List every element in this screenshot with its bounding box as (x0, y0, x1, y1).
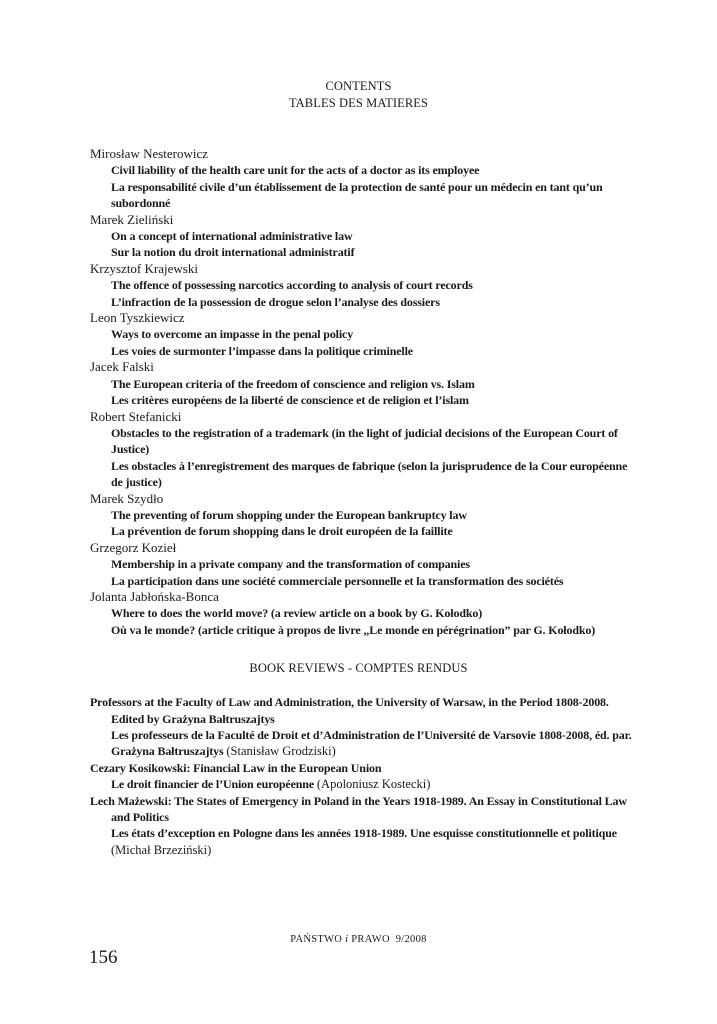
article-title-fr: La participation dans une société commerciale personnelle et la transformation des sociétés (111, 573, 564, 588)
review-title-fr-text: Les états d’exception en Pologne dans les années 1918-1989. Une esquisse constitutionnelle et politique (111, 826, 617, 841)
journal-footer (0, 934, 717, 945)
review-book-title-fr (90, 727, 635, 760)
article-title-fr: Où va le monde? (article critique à propos de livre „Le monde en pérégrination” par G. Kołodko) (111, 622, 596, 637)
contents-page (90, 78, 635, 858)
article-title-fr: La prévention de forum shopping dans le droit européen de la faillite (111, 524, 453, 539)
article-entry (90, 212, 635, 261)
book-review-entry (90, 694, 635, 760)
article-entry (90, 261, 635, 310)
article-entry (90, 491, 635, 540)
contents-subtitle: TABLES DES MATIERES (288, 96, 429, 110)
article-title-fr: L’infraction de la possession de drogue selon l’analyse des dossiers (111, 294, 440, 309)
review-book-title-fr (90, 825, 635, 858)
article-title-fr: Les obstacles à l’enregistrement des marques de fabrique (selon la jurisprudence de la Cour européenne de justice) (111, 458, 628, 490)
page-number: 156 (89, 947, 118, 968)
article-author: Marek Zieliński (90, 211, 174, 227)
article-title-fr: Sur la notion du droit international administratif (111, 245, 355, 260)
review-title-fr-text: Le droit financier de l’Union européenne (111, 777, 315, 792)
article-author: Jacek Falski (90, 359, 154, 375)
article-title-en: Membership in a private company and the transformation of companies (111, 557, 470, 572)
article-author: Leon Tyszkiewicz (90, 310, 185, 326)
article-entry (90, 310, 635, 359)
article-title-en: The European criteria of the freedom of conscience and religion vs. Islam (111, 376, 475, 391)
article-title-en: Ways to overcome an impasse in the penal policy (111, 327, 354, 342)
article-author: Jolanta Jabłońska-Bonca (90, 588, 219, 604)
article-list (90, 146, 635, 638)
reviewer-name: (Stanisław Grodziski) (226, 744, 336, 759)
article-author: Robert Stefanicki (90, 408, 182, 424)
article-entry (90, 359, 635, 408)
article-title-en: Where to does the world move? (a review article on a book by G. Kołodko) (111, 606, 483, 621)
article-title-en: The offence of possessing narcotics according to analysis of court records (111, 278, 473, 293)
article-title-fr: Les voies de surmonter l’impasse dans la politique criminelle (111, 343, 413, 358)
review-book-title-fr (90, 776, 635, 792)
article-title-fr: La responsabilité civile d’un établissement de la protection de santé pour un médecin en tant qu’un subordonné (111, 179, 603, 211)
article-entry (90, 540, 635, 589)
journal-issue: 9/2008 (395, 934, 427, 945)
book-review-entry (90, 793, 635, 859)
article-title-en: Obstacles to the registration of a trademark (in the light of judicial decisions of the European Court of Justice) (111, 425, 618, 457)
article-title-fr: Les critères européens de la liberté de conscience et de religion et l’islam (111, 393, 469, 408)
journal-name-part2: i (345, 934, 349, 945)
reviewer-name: (Apoloniusz Kostecki) (316, 777, 431, 792)
contents-title: CONTENTS (325, 79, 392, 93)
article-entry (90, 146, 635, 212)
review-book-title: Lech Mażewski: The States of Emergency in Poland in the Years 1918-1989. An Essay in Constitutional Law and Politics (90, 793, 627, 825)
article-author: Grzegorz Kozieł (90, 539, 177, 555)
journal-name-part1: PAŃSTWO (290, 934, 343, 945)
article-title-en: Civil liability of the health care unit for the acts of a doctor as its employee (111, 163, 480, 178)
article-entry (90, 409, 635, 491)
article-author: Marek Szydło (90, 490, 164, 506)
book-review-entry (90, 760, 635, 793)
review-book-title: Cezary Kosikowski: Financial Law in the European Union (90, 760, 382, 775)
review-book-title: Professors at the Faculty of Law and Administration, the University of Warsaw, in the Period 1808-2008. Edited by Grażyna Bałtruszajtys (90, 695, 609, 726)
reviewer-name: (Michał Brzeziński) (111, 842, 212, 857)
article-title-en: The preventing of forum shopping under the European bankruptcy law (111, 507, 467, 522)
article-author: Mirosław Nesterowicz (90, 146, 209, 161)
book-reviews-heading: BOOK REVIEWS - COMPTES RENDUS (249, 661, 468, 676)
review-title-fr-text: Les professeurs de la Faculté de Droit et d’Administration de l’Université de Varsovie 1808-2008, éd. par. Grażyna Bałtruszajtys (111, 728, 632, 759)
contents-heading (90, 78, 627, 112)
article-title-en: On a concept of international administrative law (111, 229, 353, 244)
book-review-list (90, 694, 635, 858)
article-author: Krzysztof Krajewski (90, 260, 198, 276)
journal-name-part3: PRAWO (351, 934, 390, 945)
article-entry (90, 589, 635, 638)
